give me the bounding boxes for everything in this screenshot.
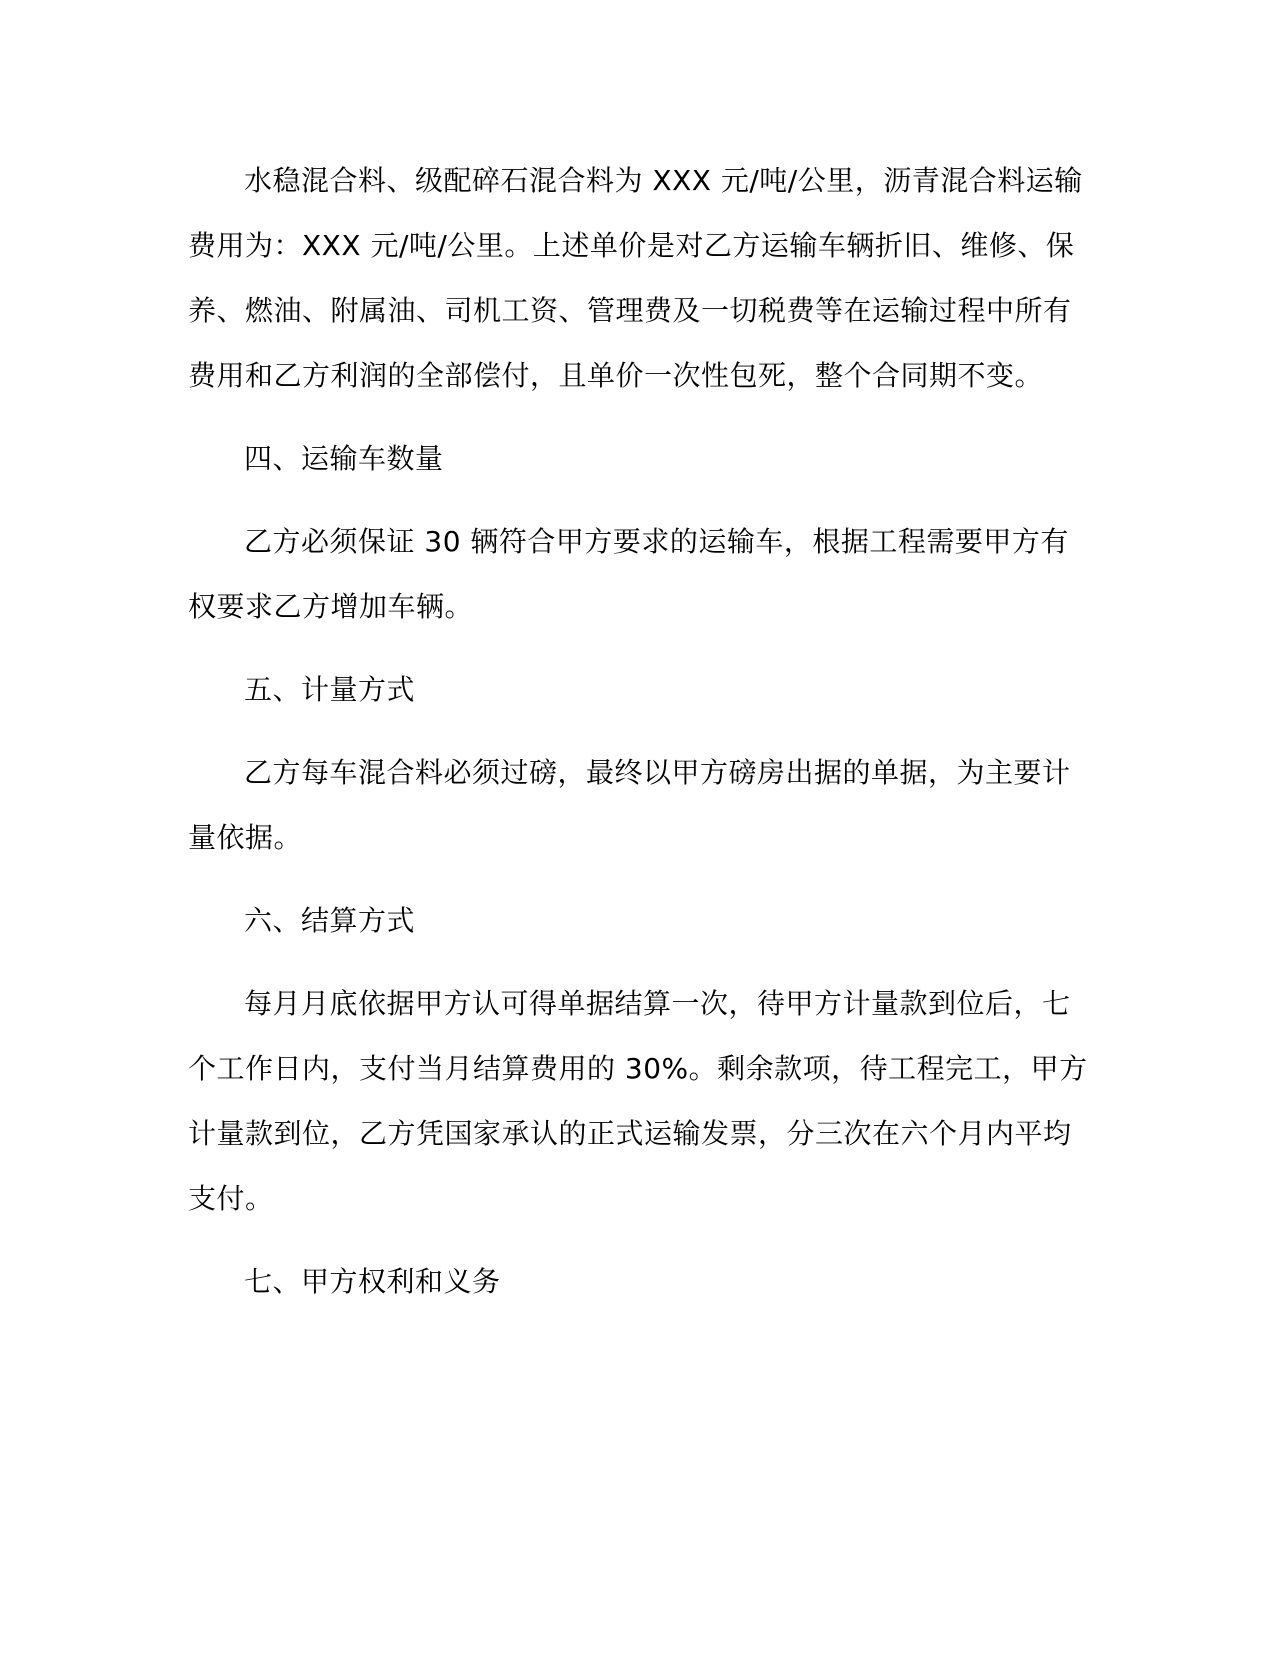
spacer [188,722,1088,740]
spacer [188,408,1088,426]
paragraph-measurement: 乙方每车混合料必须过磅，最终以甲方磅房出据的单据，为主要计量依据。 [188,756,1071,854]
spacer [188,953,1088,971]
spacer [188,639,1088,657]
heading-section-7: 七、甲方权利和义务 [244,1265,501,1298]
spacer [188,870,1088,888]
paragraph-settlement: 每月月底依据甲方认可得单据结算一次，待甲方计量款到位后，七个工作日内，支付当月结算费用的 30%。剩余款项，待工程完工，甲方计量款到位，乙方凭国家承认的正式运输发票，分三次在六个月内平均支付。 [188,987,1088,1215]
paragraph-vehicle-count: 乙方必须保证 30 辆符合甲方要求的运输车，根据工程需要甲方有权要求乙方增加车辆。 [188,525,1069,623]
heading-section-5: 五、计量方式 [244,673,416,706]
heading-section-6: 六、结算方式 [244,904,416,937]
spacer [188,1231,1088,1249]
document-page [188,148,1088,1314]
spacer [188,491,1088,509]
heading-section-4: 四、运输车数量 [244,442,444,475]
paragraph-transport-pricing: 水稳混合料、级配碎石混合料为 XXX 元/吨/公里，沥青混合料运输费用为：XXX 元/吨/公里。上述单价是对乙方运输车辆折旧、维修、保养、燃油、附属油、司机工资、管理费及一切税费等在运输过程中所有费用和乙方利润的全部偿付，且单价一次性包死，整个合同期不变。 [188,164,1083,392]
